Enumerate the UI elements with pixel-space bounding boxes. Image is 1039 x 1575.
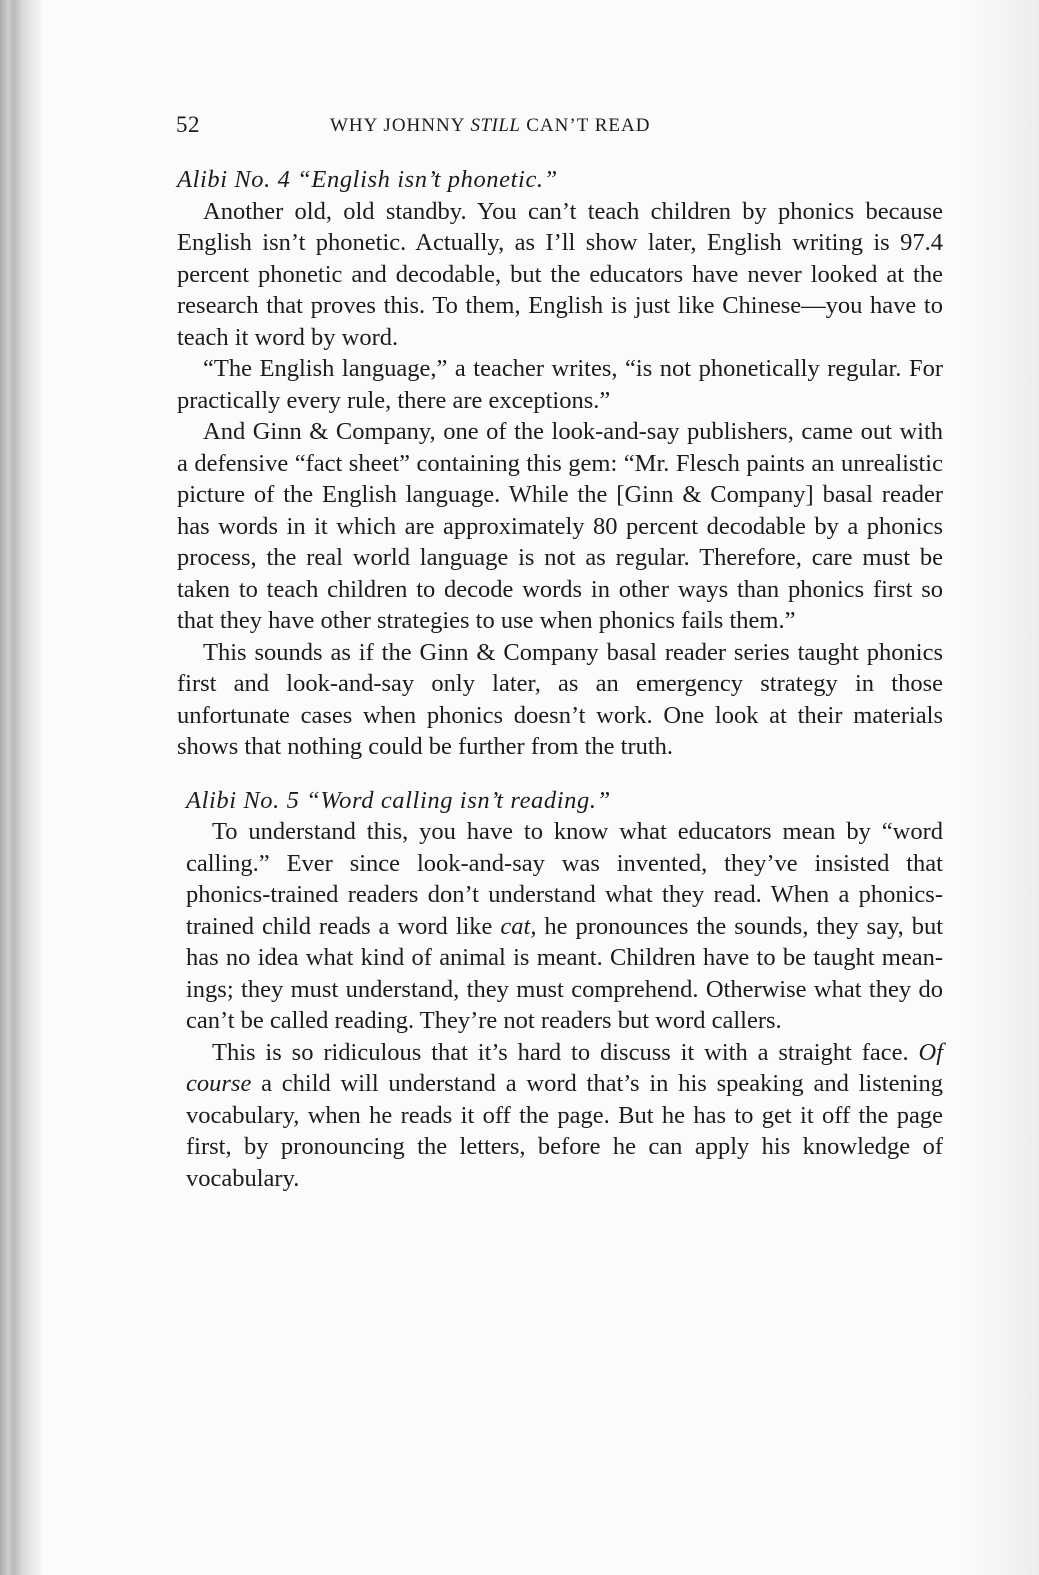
section-alibi-5-body xyxy=(177,816,943,1194)
running-head-post: CAN’T READ xyxy=(520,115,651,136)
paragraph-text: This is so ridiculous that it’s hard to discuss it with a straight face. xyxy=(212,1038,919,1066)
running-head xyxy=(330,115,650,137)
running-head-pre: WHY JOHNNY xyxy=(330,115,471,136)
paragraph-text: To understand this, you have to know what educators mean by “word calling.” Ever since look-and-say was invented, they’ve insisted that phonics-trained readers don’t understand what they read. When a phonics-trained child reads a word like xyxy=(186,818,943,940)
paragraph: Another old, old standby. You can’t teach children by phonics because English isn’t phonetic. Actually, as I’ll show later, English writing is 97.4 percent phonetic and decodable, but the educators have never looked at the research that proves this. To them, English is just like Chinese—you have to teach it word by word. xyxy=(177,197,943,351)
page-number: 52 xyxy=(176,112,200,137)
paragraph xyxy=(186,1037,943,1195)
page-edge-shadow xyxy=(959,0,1039,1575)
section-heading-alibi-4: Alibi No. 4 “English isn’t phonetic.” xyxy=(177,166,558,193)
paragraph: “The English language,” a teacher writes, “is not phonetically regular. For practically every rule, there are exceptions.” xyxy=(177,355,943,414)
running-head-italic: STILL xyxy=(470,115,521,136)
italic-phrase: Of course xyxy=(186,1038,943,1097)
body-text xyxy=(177,164,943,1194)
page-header xyxy=(176,112,751,144)
paragraph-text: a child will understand a word that’s in his speaking and listening vocabulary, when he reads it off the page. But he has to get it off the page first, by pronouncing the letters, before he can apply his knowledge of vocabulary. xyxy=(186,1070,943,1192)
italic-word: cat, xyxy=(500,912,537,940)
paragraph-text: he pronounces the sounds, they say, but has no idea what kind of animal is meant. Children have to be taught meanings; they must understand, they must comprehend. Otherwise what they do can’t be called reading. They’re not readers but word callers. xyxy=(186,912,943,1034)
paragraph: This sounds as if the Ginn & Company basal reader series taught phonics first and look-and-say only later, as an emergency strategy in those unfortunate cases when phonics doesn’t work. One look at their materials shows that nothing could be further from the truth. xyxy=(177,638,943,760)
section-heading-alibi-5: Alibi No. 5 “Word calling isn’t reading.” xyxy=(186,786,611,814)
paragraph xyxy=(186,816,943,1037)
page-gutter-shadow xyxy=(0,0,42,1575)
paragraph: And Ginn & Company, one of the look-and-say publishers, came out with a defensive “fact sheet” containing this gem: “Mr. Flesch paints an unrealistic picture of the English language. While the [Ginn & Company] basal reader has words in it which are approximately 80 percent decodable by a phonics process, the real world language is not as regular. Therefore, care must be taken to teach children to decode words in other ways than phonics first so that they have other strategies to use when phonics fails them.” xyxy=(177,418,943,634)
